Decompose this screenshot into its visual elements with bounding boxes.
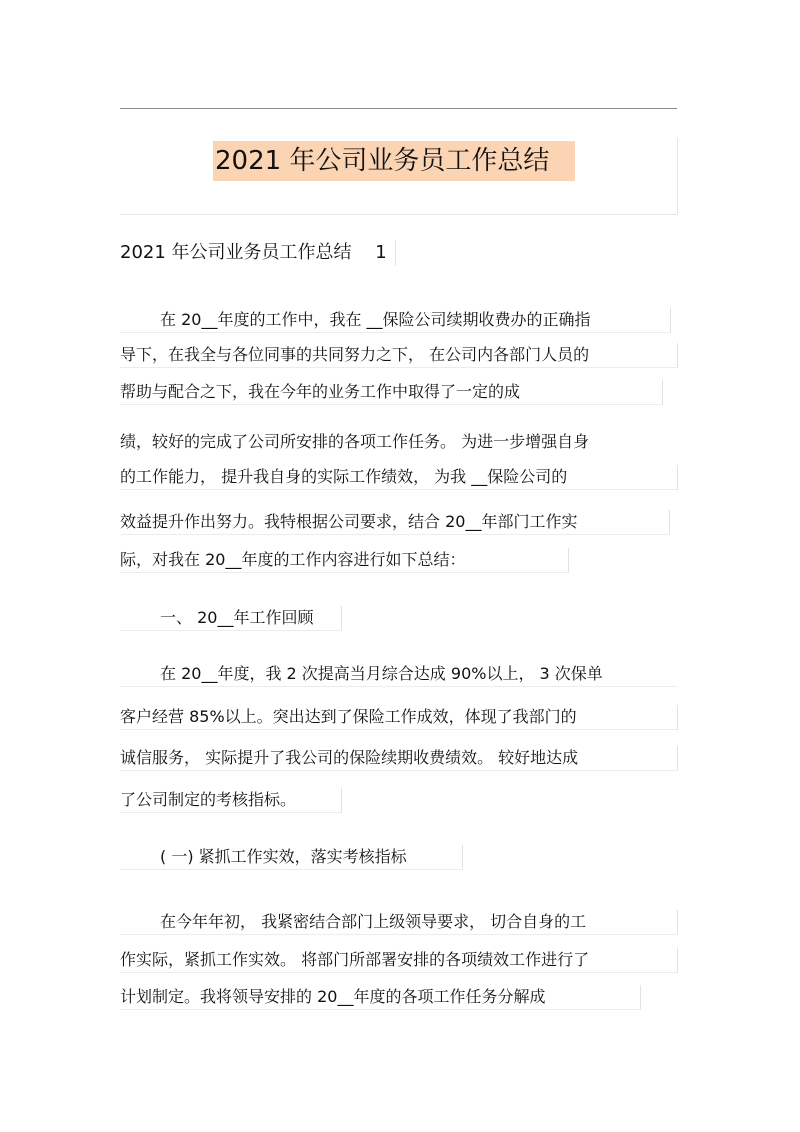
section-heading-review: 一、 20__年工作回顾 bbox=[120, 606, 342, 631]
paragraph-line: 在 20__年度的工作中，我在 __保险公司续期收费办的正确指 bbox=[120, 308, 671, 333]
section-heading: 2021 年公司业务员工作总结 1 bbox=[120, 240, 396, 266]
paragraph-line: 在今年年初， 我紧密结合部门上级领导要求， 切合自身的工 bbox=[120, 910, 678, 935]
paragraph-line: 客户经营 85%以上。突出达到了保险工作成效，体现了我部门的 bbox=[120, 705, 678, 730]
paragraph-line: 的工作能力， 提升我自身的实际工作绩效， 为我 __保险公司的 bbox=[120, 465, 678, 490]
document-title: 2021 年公司业务员工作总结 bbox=[213, 141, 575, 181]
paragraph-line: 绩，较好的完成了公司所安排的各项工作任务。 为进一步增强自身 bbox=[120, 432, 590, 451]
paragraph-line: 作实际，紧抓工作实效。 将部门所部署安排的各项绩效工作进行了 bbox=[120, 948, 678, 973]
paragraph-line: 在 20__年度，我 2 次提高当月综合达成 90%以上， 3 次保单 bbox=[120, 662, 677, 687]
header-rule bbox=[120, 108, 677, 109]
paragraph-line: 计划制定。我将领导安排的 20__年度的各项工作任务分解成 bbox=[120, 985, 641, 1010]
paragraph-line: 诚信服务， 实际提升了我公司的保险续期收费绩效。 较好地达成 bbox=[120, 746, 678, 771]
paragraph-line: 导下，在我全与各位同事的共同努力之下， 在公司内各部门人员的 bbox=[120, 343, 678, 368]
paragraph-line: 帮助与配合之下，我在今年的业务工作中取得了一定的成 bbox=[120, 380, 663, 405]
subsection-heading: ( 一) 紧抓工作实效，落实考核指标 bbox=[120, 845, 463, 870]
paragraph-line: 际，对我在 20__年度的工作内容进行如下总结： bbox=[120, 548, 569, 573]
paragraph-line: 了公司制定的考核指标。 bbox=[120, 788, 342, 813]
paragraph-line: 效益提升作出努力。我特根据公司要求，结合 20__年部门工作实 bbox=[120, 510, 670, 535]
